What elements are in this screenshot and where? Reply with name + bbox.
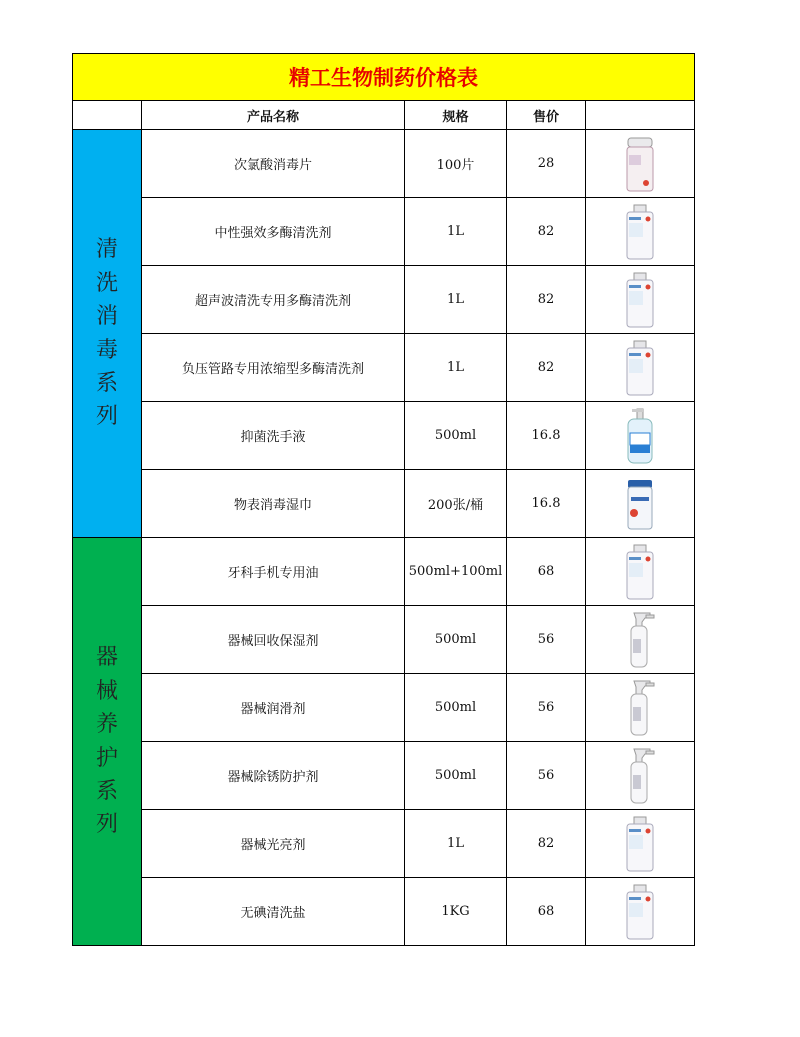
bottle-icon: [620, 815, 660, 873]
product-price: 68: [507, 538, 586, 606]
product-price: 82: [507, 810, 586, 878]
spray-bottle-icon: [620, 679, 660, 737]
product-row: [73, 810, 695, 878]
product-spec: 500ml: [405, 742, 507, 810]
product-image: [586, 198, 695, 266]
pump-bottle-icon: [620, 407, 660, 465]
product-price: 82: [507, 334, 586, 402]
bottle-icon: [620, 271, 660, 329]
product-image: [586, 674, 695, 742]
product-image: [586, 742, 695, 810]
product-price: 16.8: [507, 402, 586, 470]
product-name: 超声波清洗专用多酶清洗剂: [142, 266, 405, 334]
product-price: 28: [507, 130, 586, 198]
spray-bottle-icon: [620, 611, 660, 669]
product-name: 次氯酸消毒片: [142, 130, 405, 198]
product-price: 56: [507, 606, 586, 674]
category-label: 清洗消毒系列: [95, 237, 118, 430]
product-row: [73, 878, 695, 946]
category-label: 器械养护系列: [95, 645, 118, 838]
product-name: 器械润滑剂: [142, 674, 405, 742]
product-row: [73, 674, 695, 742]
product-spec: 500ml: [405, 606, 507, 674]
product-row: [73, 606, 695, 674]
sheet-title: 精工生物制药价格表: [73, 54, 695, 101]
product-row: [73, 538, 695, 606]
product-image: [586, 606, 695, 674]
header-price: 售价: [507, 101, 586, 130]
category-cell: [73, 130, 142, 538]
product-name: 器械除锈防护剂: [142, 742, 405, 810]
product-spec: 1L: [405, 266, 507, 334]
header-product-name: 产品名称: [142, 101, 405, 130]
product-price: 68: [507, 878, 586, 946]
product-spec: 1L: [405, 334, 507, 402]
product-row: [73, 742, 695, 810]
price-sheet: [72, 53, 694, 946]
header-row: [73, 101, 695, 130]
product-spec: 100片: [405, 130, 507, 198]
product-image: [586, 266, 695, 334]
product-image: [586, 470, 695, 538]
category-cell: [73, 538, 142, 946]
product-image: [586, 402, 695, 470]
product-name: 抑菌洗手液: [142, 402, 405, 470]
bottle-icon: [620, 543, 660, 601]
product-row: [73, 470, 695, 538]
header-image: [586, 101, 695, 130]
bottle-icon: [620, 883, 660, 941]
product-spec: 200张/桶: [405, 470, 507, 538]
product-row: [73, 402, 695, 470]
product-price: 82: [507, 198, 586, 266]
product-spec: 500ml+100ml: [405, 538, 507, 606]
product-row: [73, 334, 695, 402]
product-name: 牙科手机专用油: [142, 538, 405, 606]
header-blank: [73, 101, 142, 130]
wipes-canister-icon: [620, 475, 660, 533]
product-price: 56: [507, 742, 586, 810]
product-row: [73, 130, 695, 198]
product-price: 56: [507, 674, 586, 742]
product-image: [586, 810, 695, 878]
product-spec: 1KG: [405, 878, 507, 946]
product-spec: 1L: [405, 810, 507, 878]
spray-bottle-icon: [620, 747, 660, 805]
price-table: [72, 53, 695, 946]
product-name: 无碘清洗盐: [142, 878, 405, 946]
product-name: 物表消毒湿巾: [142, 470, 405, 538]
tablet-jar-icon: [620, 135, 660, 193]
product-spec: 1L: [405, 198, 507, 266]
product-spec: 500ml: [405, 674, 507, 742]
product-image: [586, 538, 695, 606]
bottle-icon: [620, 203, 660, 261]
product-name: 器械光亮剂: [142, 810, 405, 878]
product-name: 器械回收保湿剂: [142, 606, 405, 674]
product-spec: 500ml: [405, 402, 507, 470]
bottle-icon: [620, 339, 660, 397]
header-spec: 规格: [405, 101, 507, 130]
product-row: [73, 198, 695, 266]
product-price: 82: [507, 266, 586, 334]
product-row: [73, 266, 695, 334]
product-price: 16.8: [507, 470, 586, 538]
product-image: [586, 130, 695, 198]
product-image: [586, 878, 695, 946]
product-name: 中性强效多酶清洗剂: [142, 198, 405, 266]
product-image: [586, 334, 695, 402]
product-name: 负压管路专用浓缩型多酶清洗剂: [142, 334, 405, 402]
